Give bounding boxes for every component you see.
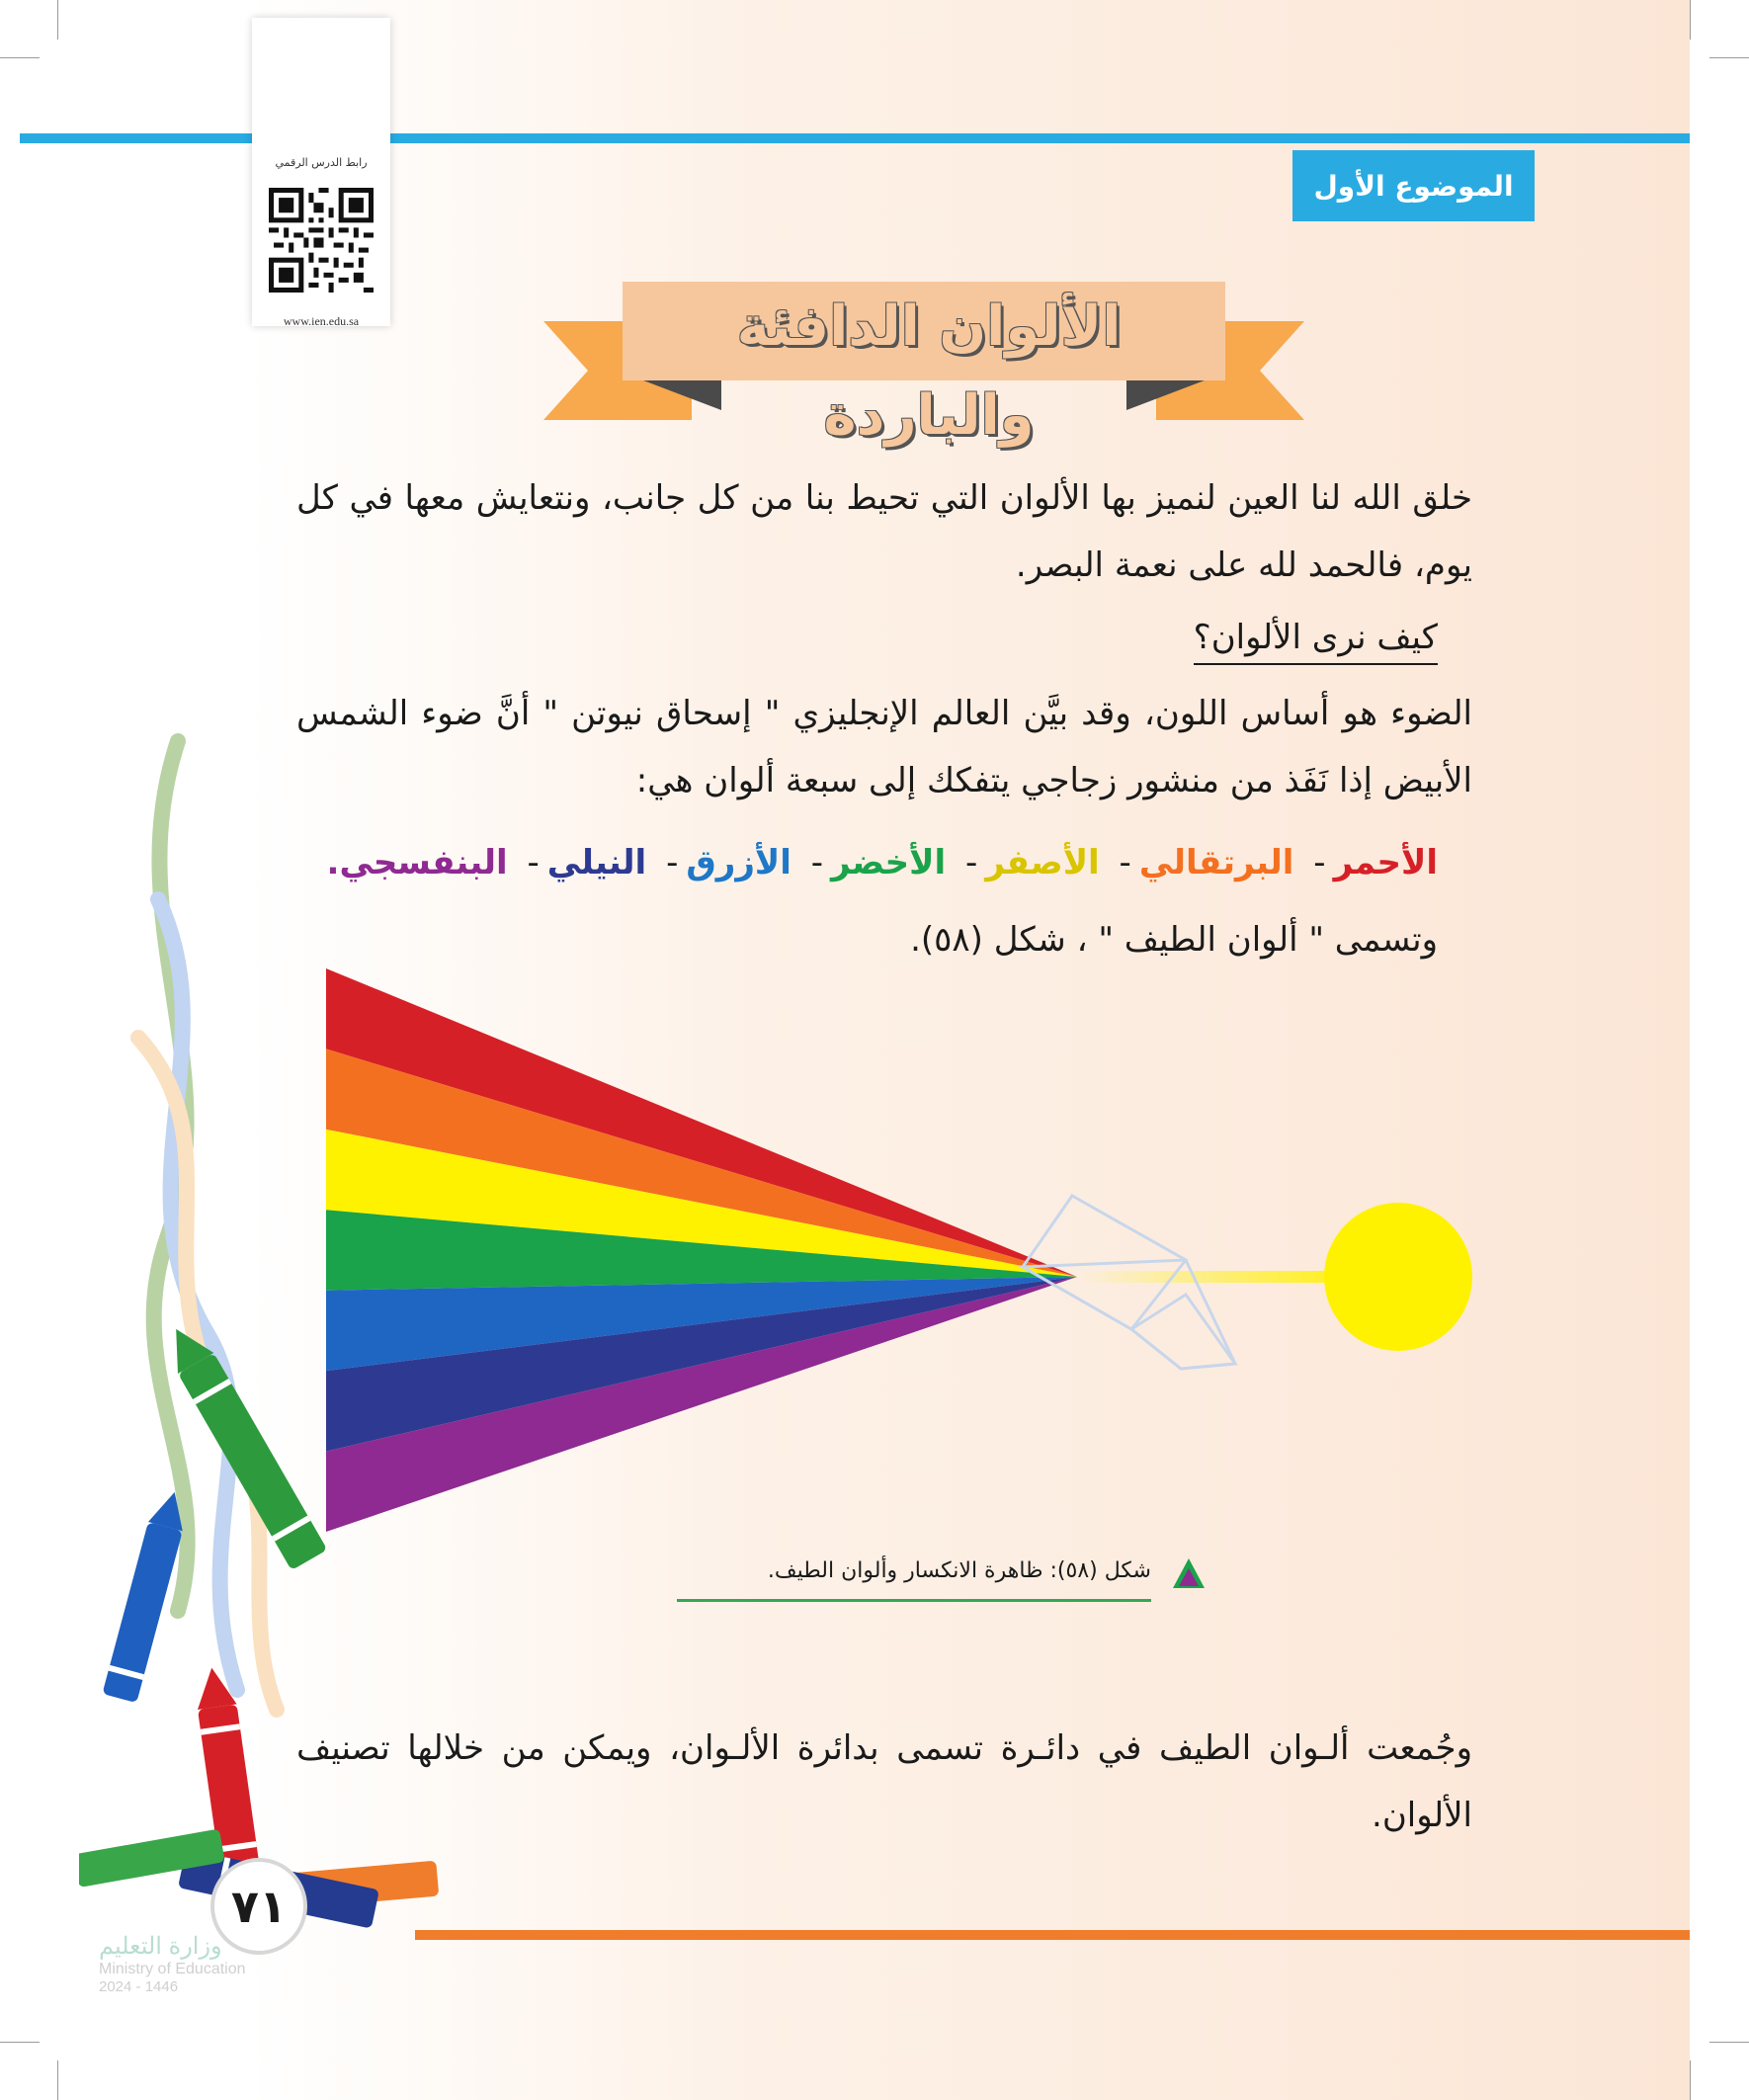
spectrum-color-name: البنفسجي.: [326, 843, 508, 882]
spectrum-color-name: الأصفر: [985, 843, 1100, 882]
crop-mark: [1709, 57, 1749, 58]
crop-mark: [57, 2060, 58, 2100]
caption-triangle-icon: [1171, 1556, 1207, 1590]
ministry-logo: [99, 1932, 277, 1995]
spectrum-color-name: النيلي: [546, 843, 647, 882]
crayons-decoration: [79, 721, 474, 1937]
question-heading: كيف نرى الألوان؟: [1194, 618, 1438, 665]
lesson-title: الألوان الدافئة والباردة: [736, 294, 1122, 448]
newton-paragraph: الضوء هو أساس اللون، وقد بيَّن العالم الإنجليزي " إسحاق نيوتن " أنَّ ضوء الشمس الأبيض إذا نَفَذ من منشور زجاجي يتفكك إلى سبعة ألوان هي:: [296, 694, 1472, 800]
prism-figure: [326, 968, 1502, 1552]
wheel-paragraph: وجُمعت ألـوان الطيف في دائـرة تسمى بدائرة الألـوان، ويمكن من خلالها تصنيف الألوان.: [296, 1728, 1472, 1835]
spectrum-name-line: وتسمى " ألوان الطيف " ، شكل (٥٨).: [910, 920, 1438, 960]
ministry-name-ar: وزارة التعليم: [99, 1933, 222, 1960]
crop-mark: [1690, 0, 1691, 40]
crop-mark: [1690, 2060, 1691, 2100]
crop-mark: [1709, 2042, 1749, 2043]
footer-rule: [415, 1930, 1690, 1940]
spectrum-list: الأحمر- البرتقالي- الأصفر- الأخضر- الأزرق- النيلي- البنفسجي.: [326, 843, 1438, 882]
edition-year: 2024 - 1446: [99, 1978, 179, 1995]
qr-code-icon[interactable]: [269, 188, 374, 293]
qr-url[interactable]: www.ien.edu.sa: [283, 314, 360, 328]
intro-paragraph: خلق الله لنا العين لنميز بها الألوان التي تحيط بنا من كل جانب، ونتعايش معها في كل يوم، فالحمد لله على نعمة البصر.: [296, 478, 1472, 585]
spectrum-color-name: الأحمر: [1333, 843, 1438, 882]
ministry-name-en: Ministry of Education: [99, 1961, 246, 1977]
sun-icon: [1324, 1203, 1472, 1351]
qr-label: رابط الدرس الرقمي: [275, 156, 368, 169]
figure-caption: شكل (٥٨): ظاهرة الانكسار وألوان الطيف.: [677, 1554, 1151, 1602]
spectrum-color-name: الأزرق: [686, 843, 791, 882]
topic-badge: الموضوع الأول: [1292, 150, 1535, 221]
spectrum-color-name: الأخضر: [830, 843, 947, 882]
qr-card[interactable]: [252, 18, 390, 326]
page-number: ٧١: [210, 1858, 307, 1955]
crop-mark: [0, 2042, 40, 2043]
crop-mark: [0, 57, 40, 58]
spectrum-color-name: البرتقالي: [1138, 843, 1294, 882]
crop-mark: [57, 0, 58, 40]
